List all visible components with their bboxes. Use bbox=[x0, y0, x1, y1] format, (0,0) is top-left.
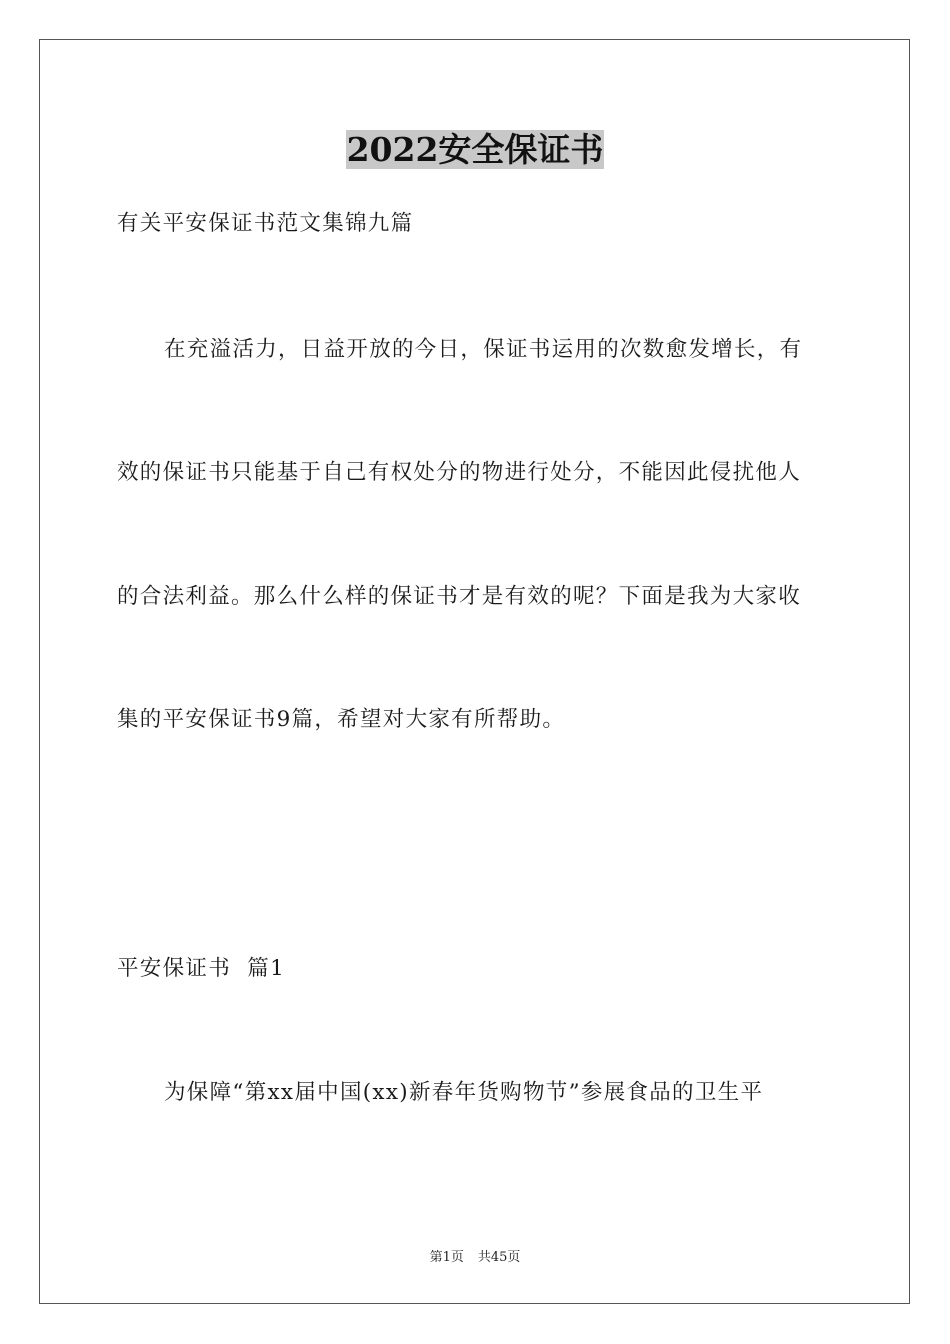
intro-line-1: 在充溢活力，日益开放的今日，保证书运用的次数愈发增长，有 bbox=[164, 337, 803, 362]
document-title-text: 2022安全保证书 bbox=[346, 130, 604, 169]
intro-line-2: 效的保证书只能基于自己有权处分的物进行处分，不能因此侵扰他人 bbox=[117, 460, 802, 485]
section-first-line: 为保障“第xx届中国(xx)新春年货购物节”参展食品的卫生平 bbox=[164, 1080, 764, 1105]
total-pages: 共45页 bbox=[477, 1250, 521, 1265]
intro-line-4: 集的平安保证书9篇，希望对大家有所帮助。 bbox=[117, 707, 566, 732]
intro-line-3: 的合法利益。那么什么样的保证书才是有效的呢？下面是我为大家收 bbox=[117, 584, 802, 609]
document-title bbox=[0, 128, 950, 172]
document-subtitle: 有关平安保证书范文集锦九篇 bbox=[117, 211, 414, 236]
page-number: 第1页 bbox=[429, 1250, 464, 1265]
page-footer bbox=[0, 1246, 950, 1265]
section-heading: 平安保证书 篇1 bbox=[117, 956, 286, 981]
